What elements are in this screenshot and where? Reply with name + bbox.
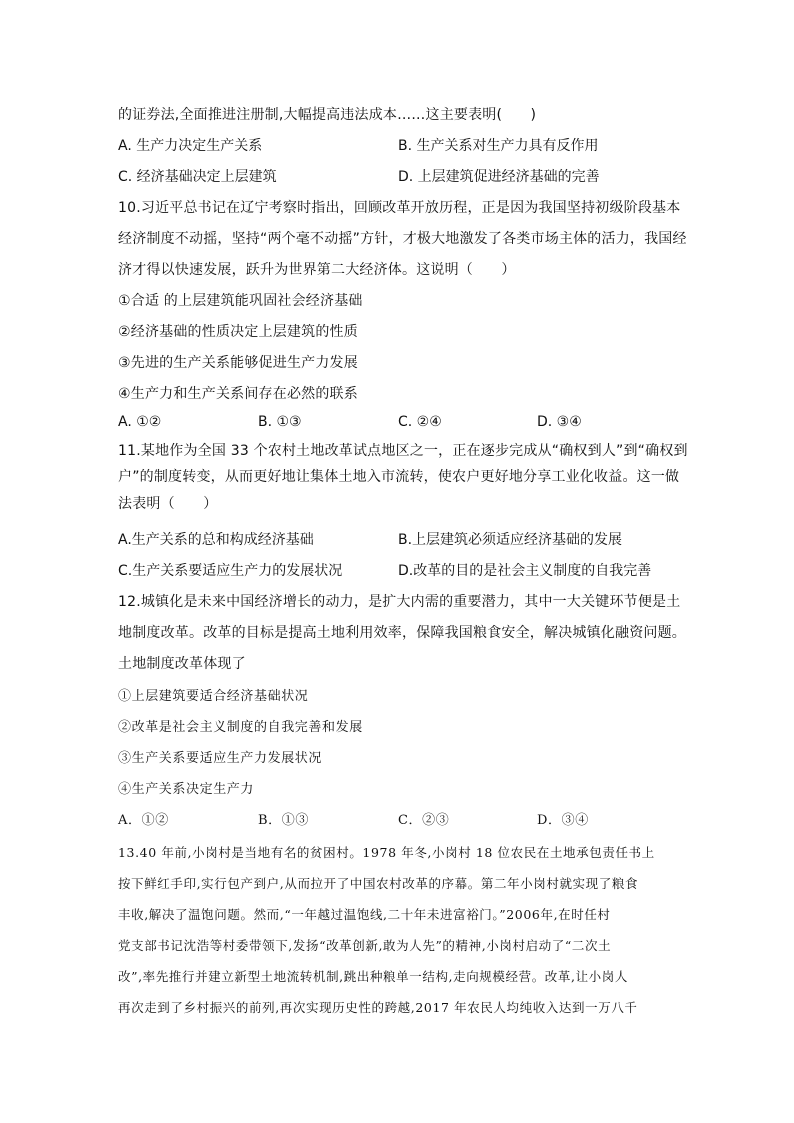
q12-text-line: 土地制度改革体现了 bbox=[118, 656, 246, 672]
q13-text-line: 改”,率先推行并建立新型土地流转机制,跳出种粮单一结构,走向规模经营。改革,让小岗人 bbox=[118, 969, 628, 984]
q12-option-d: D．③④ bbox=[537, 813, 589, 828]
q10-option-d: D. ③④ bbox=[537, 414, 582, 430]
q11-option-c: C.生产关系要适应生产力的发展状况 bbox=[118, 563, 343, 579]
q10-option-a: A. ①② bbox=[118, 414, 162, 430]
q12-text-line: 地制度改革。改革的目标是提高土地利用效率，保障我国粮食安全，解决城镇化融资问题。 bbox=[118, 625, 686, 641]
q11-option-a: A.生产关系的总和构成经济基础 bbox=[118, 532, 314, 548]
q12-statement: ④生产关系决定生产力 bbox=[118, 782, 255, 797]
q11-text-line: 11.某地作为全国 33 个农村土地改革试点地区之一，正在逐步完成从“确权到人”到“确权到 bbox=[118, 443, 688, 459]
q9-option-b: B. 生产关系对生产力具有反作用 bbox=[398, 138, 599, 154]
q9-text-line: 的证券法,全面推进注册制,大幅提高违法成本……这主要表明( ) bbox=[118, 107, 537, 123]
q10-text-line: 济才得以快速发展，跃升为世界第二大经济体。这说明（ ） bbox=[118, 262, 516, 278]
q9-option-c: C. 经济基础决定上层建筑 bbox=[118, 169, 277, 185]
q12-option-c: C．②③ bbox=[398, 813, 450, 828]
q12-option-a: A．①② bbox=[118, 813, 169, 828]
q10-statement: ①合适 的上层建筑能巩固社会经济基础 bbox=[118, 293, 363, 309]
q13-text-line: 丰收,解决了温饱问题。然而,“一年越过温饱线,二十年未进富裕门。”2006年,在时任村 bbox=[118, 907, 611, 922]
q11-text-line: 户”的制度转变，从而更好地让集体土地入市流转，使农户更好地分享工业化收益。这一做 bbox=[118, 469, 680, 485]
q11-option-d: D.改革的目的是社会主义制度的自我完善 bbox=[398, 563, 652, 579]
q11-option-b: B.上层建筑必须适应经济基础的发展 bbox=[398, 532, 623, 548]
q10-statement: ③先进的生产关系能够促进生产力发展 bbox=[118, 355, 358, 371]
q10-text-line: 10.习近平总书记在辽宁考察时指出，回顾改革开放历程，正是因为我国坚持初级阶段基本 bbox=[118, 200, 681, 216]
q13-text-line: 党支部书记沈浩等村委带领下,发扬“改革创新,敢为人先”的精神,小岗村启动了“二次土 bbox=[118, 938, 612, 953]
q10-option-c: C. ②④ bbox=[398, 414, 442, 430]
q12-statement: ①上层建筑要适合经济基础状况 bbox=[118, 689, 309, 704]
q9-option-d: D. 上层建筑促进经济基础的完善 bbox=[398, 169, 600, 185]
q10-option-b: B. ①③ bbox=[258, 414, 302, 430]
q10-statement: ②经济基础的性质决定上层建筑的性质 bbox=[118, 324, 358, 340]
q10-text-line: 经济制度不动摇，坚持“两个毫不动摇”方针，才极大地激发了各类市场主体的活力，我国经 bbox=[118, 231, 687, 247]
q12-option-b: B．①③ bbox=[258, 813, 309, 828]
q13-text-line: 13.40 年前,小岗村是当地有名的贫困村。1978 年冬,小岗村 18 位农民在土地承包责任书上 bbox=[118, 845, 655, 860]
q10-statement: ④生产力和生产关系间存在必然的联系 bbox=[118, 386, 358, 402]
q13-text-line: 再次走到了乡村振兴的前列,再次实现历史性的跨越,2017 年农民人均纯收入达到一万八千 bbox=[118, 1000, 638, 1015]
q13-text-line: 按下鲜红手印,实行包产到户,从而拉开了中国农村改革的序幕。第二年小岗村就实现了粮食 bbox=[118, 876, 639, 891]
q12-statement: ③生产关系要适应生产力发展状况 bbox=[118, 751, 323, 766]
q12-statement: ②改革是社会主义制度的自我完善和发展 bbox=[118, 720, 363, 735]
q9-option-a: A. 生产力决定生产关系 bbox=[118, 138, 263, 154]
q11-text-line: 法表明（ ） bbox=[118, 496, 218, 512]
q12-text-line: 12.城镇化是未来中国经济增长的动力，是扩大内需的重要潜力，其中一大关键环节便是土 bbox=[118, 594, 681, 610]
